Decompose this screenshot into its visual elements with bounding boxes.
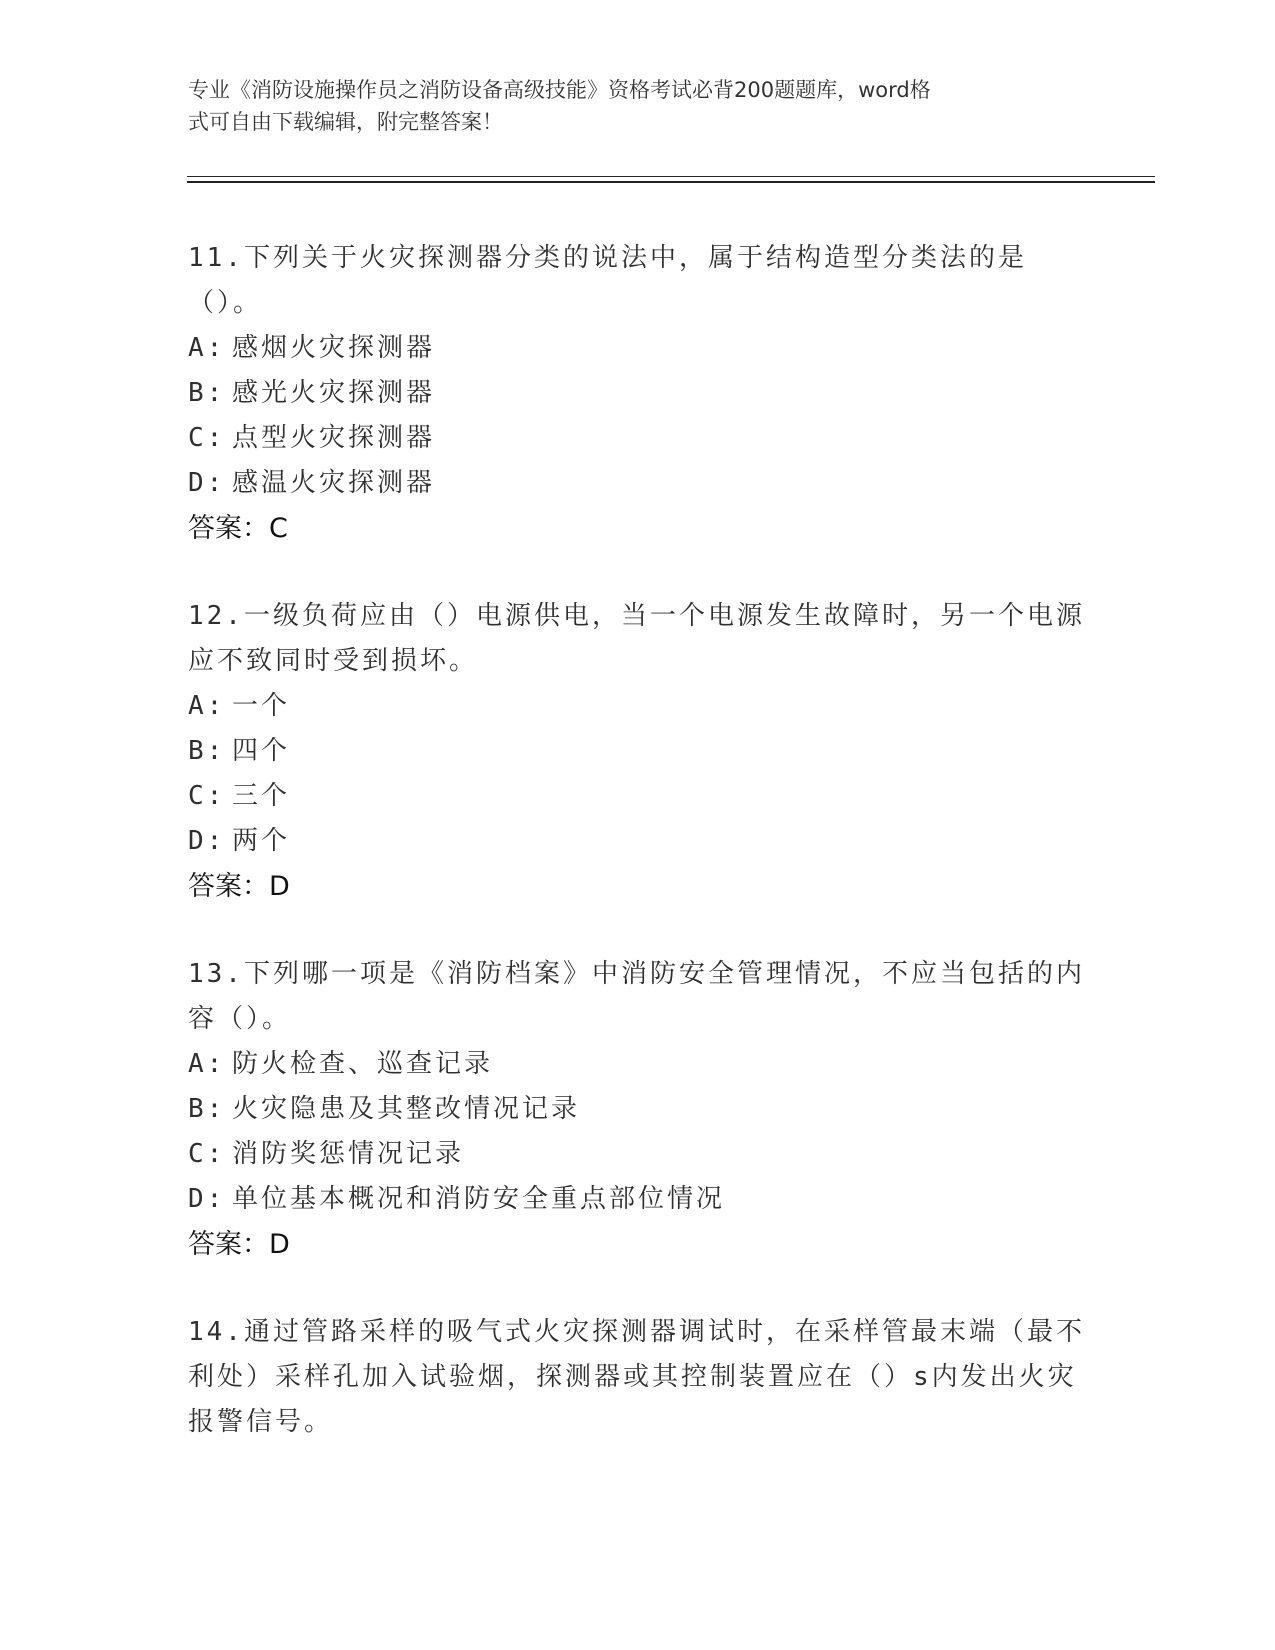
option-a (188, 684, 1088, 729)
header-line-2: 式可自由下载编辑，附完整答案！ (188, 110, 503, 134)
option-text: 消防奖惩情况记录 (232, 1139, 465, 1169)
header-divider (187, 176, 1155, 183)
option-text: 一个 (232, 691, 291, 721)
question-stem: 11.下列关于火灾探测器分类的说法中，属于结构造型分类法的是（）。 (188, 243, 1027, 318)
option-d (188, 461, 1088, 506)
option-b (188, 1087, 1088, 1132)
question-14 (188, 1310, 1088, 1445)
option-text: 感光火灾探测器 (232, 378, 436, 408)
option-c (188, 774, 1088, 819)
option-key: B: (188, 736, 226, 766)
question-11 (188, 236, 1088, 552)
option-text: 三个 (232, 781, 291, 811)
option-key: B: (188, 1094, 226, 1124)
header-line-1: 专业《消防设施操作员之消防设备高级技能》资格考试必背200题题库，word格 (188, 78, 931, 102)
question-stem: 12.一级负荷应由（）电源供电，当一个电源发生故障时，另一个电源应不致同时受到损坏。 (188, 601, 1085, 676)
option-key: C: (188, 781, 226, 811)
answer-text: 答案：D (188, 1229, 290, 1260)
document-header (188, 74, 1068, 138)
option-b (188, 729, 1088, 774)
option-key: D: (188, 826, 226, 856)
option-key: D: (188, 1184, 226, 1214)
option-text: 四个 (232, 736, 291, 766)
answer-text: 答案：C (188, 513, 288, 544)
option-a (188, 326, 1088, 371)
option-list (188, 1042, 1088, 1222)
option-text: 两个 (232, 826, 291, 856)
option-d (188, 1177, 1088, 1222)
option-key: D: (188, 468, 226, 498)
option-text: 感温火灾探测器 (232, 468, 436, 498)
question-stem: 14.通过管路采样的吸气式火灾探测器调试时，在采样管最末端（最不利处）采样孔加入试验烟，探测器或其控制装置应在（）s内发出火灾报警信号。 (188, 1317, 1085, 1437)
option-text: 防火检查、巡查记录 (232, 1049, 494, 1079)
question-12 (188, 594, 1088, 910)
option-c (188, 1132, 1088, 1177)
option-text: 单位基本概况和消防安全重点部位情况 (232, 1184, 726, 1214)
option-key: A: (188, 333, 226, 363)
option-b (188, 371, 1088, 416)
option-key: C: (188, 1139, 226, 1169)
option-text: 点型火灾探测器 (232, 423, 436, 453)
option-a (188, 1042, 1088, 1087)
question-list (188, 236, 1088, 1487)
question-13 (188, 952, 1088, 1268)
option-list (188, 326, 1088, 506)
option-key: C: (188, 423, 226, 453)
option-list (188, 684, 1088, 864)
answer-text: 答案：D (188, 871, 290, 902)
option-text: 火灾隐患及其整改情况记录 (232, 1094, 581, 1124)
option-text: 感烟火灾探测器 (232, 333, 436, 363)
option-c (188, 416, 1088, 461)
option-key: B: (188, 378, 226, 408)
option-key: A: (188, 691, 226, 721)
option-key: A: (188, 1049, 226, 1079)
option-d (188, 819, 1088, 864)
question-stem: 13.下列哪一项是《消防档案》中消防安全管理情况，不应当包括的内容（）。 (188, 959, 1085, 1034)
